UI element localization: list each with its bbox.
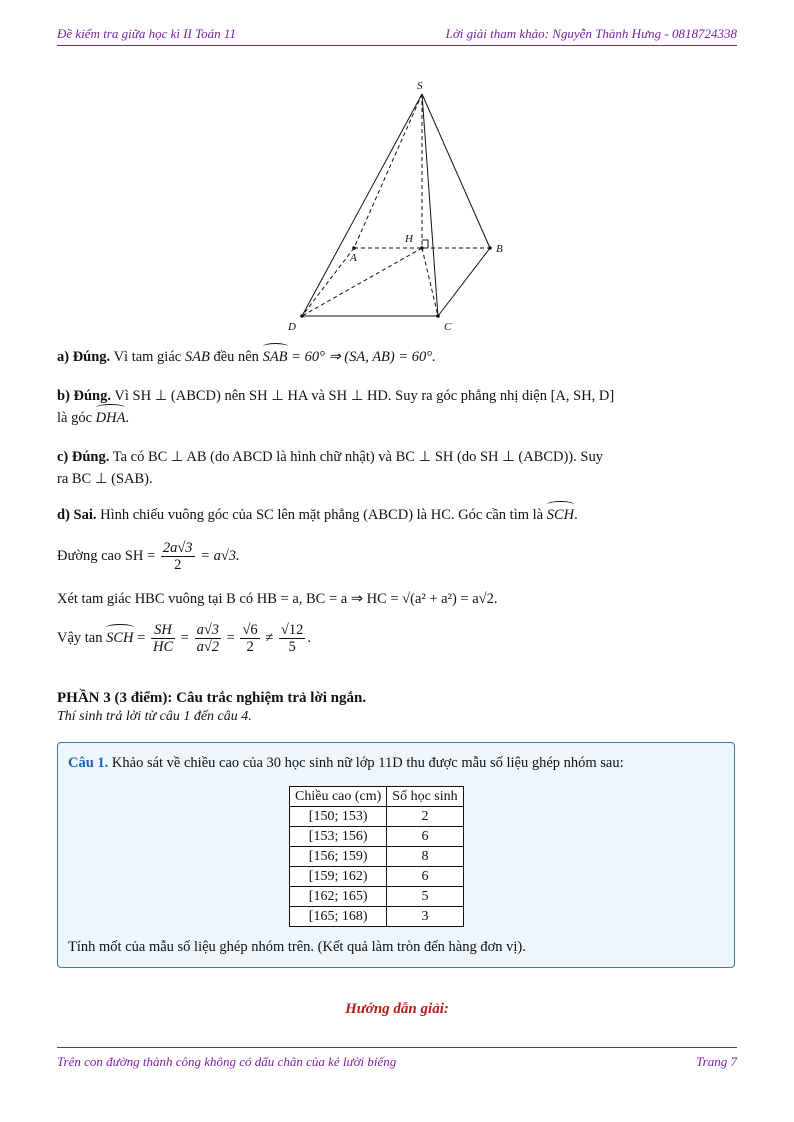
point-B (488, 246, 492, 250)
point-C (436, 314, 440, 318)
table-row (290, 827, 464, 847)
tan-end: . (307, 629, 311, 646)
edge-CB (438, 248, 490, 316)
label-D: D (288, 321, 296, 333)
answer-c (57, 446, 737, 490)
header-right: Lời giải tham khảo: Nguyễn Thành Hưng - 0818724338 (445, 26, 737, 41)
answer-b-line1: Vì SH ⊥ (ABCD) nên SH ⊥ HA và SH ⊥ HD. Suy ra góc phẳng nhị diện [A, SH, D] (114, 388, 615, 404)
table-row (290, 867, 464, 887)
hbc-line (57, 588, 737, 610)
tan-label: Vậy tan (57, 629, 103, 646)
edge-AD (302, 248, 354, 316)
table-row (290, 887, 464, 907)
tan-angle: SCH (106, 627, 133, 649)
solution-heading: Hướng dẫn giải: (345, 1001, 449, 1017)
table-cell-count: 6 (387, 827, 463, 847)
table-cell-count: 8 (387, 847, 463, 867)
question-label: Câu 1. (68, 755, 109, 771)
tan-frac-1-den: HC (152, 639, 174, 655)
footer-rule (57, 1047, 737, 1048)
table-header-row (290, 787, 464, 807)
tan-frac-2-den: a√2 (196, 639, 220, 655)
table-cell-count: 3 (387, 907, 463, 927)
point-D (300, 314, 304, 318)
table-cell-interval: [162; 165) (290, 887, 387, 907)
table-cell-count: 2 (387, 807, 463, 827)
table-cell-interval: [159; 162) (290, 867, 387, 887)
page-footer (57, 1054, 737, 1072)
table-cell-interval: [153; 156) (290, 827, 387, 847)
sh-denominator: 2 (174, 557, 182, 573)
edge-SA (354, 94, 422, 248)
table-row (290, 907, 464, 927)
answer-b-line2b: . (125, 410, 130, 426)
tan-frac-3-num: √6 (242, 622, 258, 638)
answer-c-head: c) Đúng. (57, 449, 110, 465)
section-title: PHẦN 3 (3 điểm): Câu trắc nghiệm trả lời ngắn. (57, 690, 367, 706)
tan-frac-1 (151, 622, 175, 655)
tan-frac-3-den: 2 (246, 639, 254, 655)
answer-d-head: d) Sai. (57, 507, 97, 523)
point-H (420, 246, 424, 250)
answer-b-line2a: là góc (57, 410, 93, 426)
question-body: Khảo sát về chiều cao của 30 học sinh nữ lớp 11D thu được mẫu số liệu ghép nhóm sau: (111, 755, 624, 771)
edge-SB (422, 94, 490, 248)
table-cell-count: 5 (387, 887, 463, 907)
answer-d-line1: Hình chiếu vuông góc của SC lên mặt phẳng (ABCD) là HC. Góc cần tìm là (100, 507, 544, 523)
answer-a-text1: Vì tam giác (113, 349, 182, 365)
point-A (352, 246, 356, 250)
label-H: H (405, 233, 413, 245)
pyramid-figure (280, 76, 520, 338)
header-left: Đề kiểm tra giữa học kì II Toán 11 (57, 26, 236, 41)
answer-a (57, 346, 737, 368)
table-cell-interval: [150; 153) (290, 807, 387, 827)
label-A: A (350, 252, 357, 264)
answer-b-head: b) Đúng. (57, 388, 111, 404)
answer-a-triangle: SAB (184, 349, 210, 365)
tan-frac-3 (240, 622, 259, 655)
sh-fraction (161, 540, 195, 573)
table-header-count: Số học sinh (387, 787, 463, 807)
tan-frac-2 (195, 622, 221, 655)
tan-frac-4-num: √12 (280, 622, 304, 638)
answer-a-angle: SAB (263, 346, 288, 368)
table-header-height: Chiều cao (cm) (290, 787, 387, 807)
answer-a-head: a) Đúng. (57, 349, 111, 365)
page-number: Trang 7 (696, 1054, 737, 1069)
tan-frac-1-num: SH (151, 622, 175, 639)
frequency-table (289, 786, 464, 927)
table-row (290, 807, 464, 827)
question-text (68, 755, 624, 772)
table-cell-count: 6 (387, 867, 463, 887)
answer-d (57, 504, 737, 526)
edge-SD (302, 94, 422, 316)
sh-label: Đường cao SH = (57, 547, 156, 564)
label-S: S (417, 80, 423, 92)
tan-frac-4 (279, 622, 305, 655)
table-cell-interval: [156; 159) (290, 847, 387, 867)
question-footer: Tính mốt của mẫu số liệu ghép nhóm trên. (Kết quả làm tròn đến hàng đơn vị). (68, 939, 526, 955)
tan-frac-2-num: a√3 (196, 622, 220, 638)
answer-d-end: . (574, 507, 578, 523)
answer-a-eq: = 60° ⇒ (SA, AB) = 60°. (291, 349, 436, 365)
answer-b (57, 385, 737, 429)
sh-result: = a√3. (200, 547, 240, 564)
tan-formula: Vậy tan SCH = $\frac{SH}{HC}$ = $\frac{a√3}{a√2}$ = $\frac{√6}{2}$ ≠ $\frac{√12}{5}$ . (57, 622, 311, 655)
answer-b-angle: DHA (96, 407, 126, 429)
question-box (57, 742, 735, 968)
sh-formula (57, 540, 737, 573)
answer-c-line2: ra BC ⊥ (SAB). (57, 471, 153, 487)
not-equal-sign: ≠ (265, 629, 274, 646)
tan-frac-4-den: 5 (288, 639, 296, 655)
answer-d-angle: SCH (547, 504, 574, 526)
label-C: C (444, 321, 452, 333)
header-rule (57, 45, 737, 46)
page-header (57, 26, 737, 44)
sh-numerator: 2a√3 (162, 540, 193, 556)
hbc-text: Xét tam giác HBC vuông tại B có HB = a, BC = a ⇒ HC = √(a² + a²) = a√2. (57, 591, 498, 607)
footer-left: Trên con đường thành công không có dấu chân của kẻ lười biếng (57, 1054, 397, 1069)
answer-a-text2: đều nên (213, 349, 259, 365)
answer-c-line1: Ta có BC ⊥ AB (do ABCD là hình chữ nhật) và BC ⊥ SH (do SH ⊥ (ABCD)). Suy (112, 449, 603, 465)
section-subtitle: Thí sinh trả lời từ câu 1 đến câu 4. (57, 709, 252, 724)
table-row (290, 847, 464, 867)
table-cell-interval: [165; 168) (290, 907, 387, 927)
label-B: B (496, 243, 503, 255)
